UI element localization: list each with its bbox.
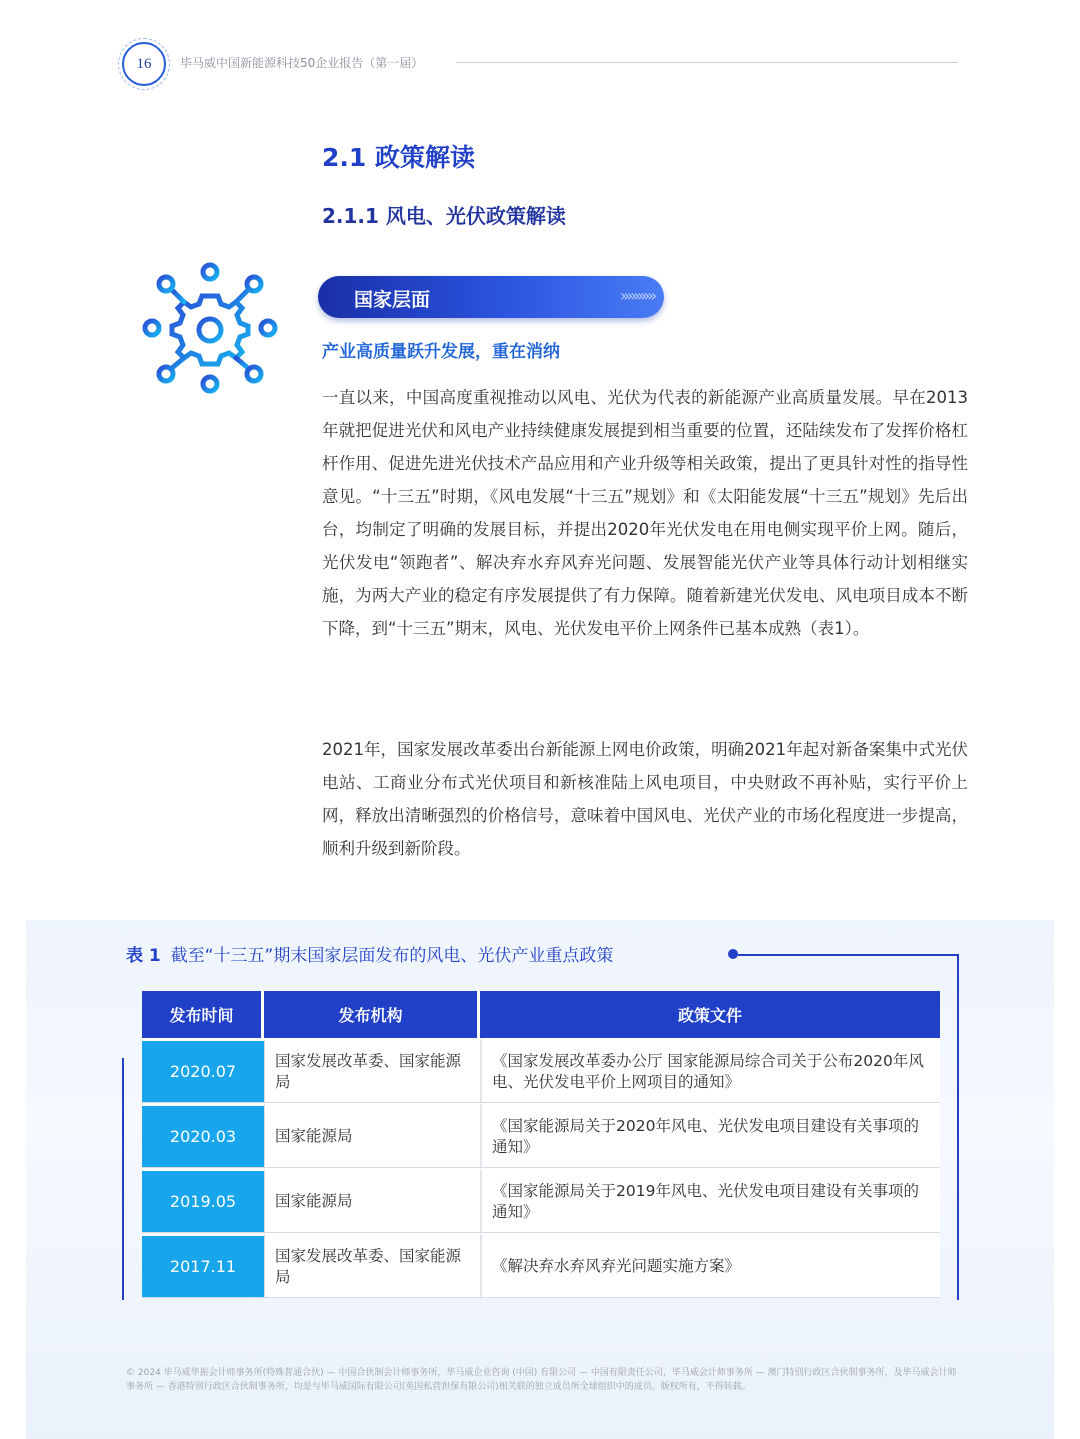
column-header: 发布机构 [264,991,480,1038]
copyright-footer: © 2024 毕马威华振会计师事务所(特殊普通合伙) — 中国合伙制会计师事务所，毕马威企业咨询 (中国) 有限公司 — 中国有限责任公司，毕马威会计师事务所 — 澳门特别行政区合伙制事务所，及毕马威会计师事务所 — 香港特别行政区合伙制事务所，均是与毕马威国际有限公司(英国私营担保有限公司)相关联的独立成员所全球组织中的成员。版权所有，不得转载。 [126,1368,957,1392]
cell-document: 《国家发展改革委办公厅 国家能源局综合司关于公布2020年风电、光伏发电平价上网项目的通知》 [480,1038,940,1102]
chevrons-right-icon: »»»»» [620,286,654,305]
table-right-rule [957,954,959,1300]
highlight-heading: 产业高质量跃升发展，重在消纳 [322,342,560,362]
table-row [142,1103,940,1168]
national-level-banner [318,276,664,318]
cell-document: 《国家能源局关于2019年风电、光伏发电项目建设有关事项的通知》 [480,1168,940,1232]
body-paragraph: 一直以来，中国高度重视推动以风电、光伏为代表的新能源产业高质量发展。早在2013年就把促进光伏和风电产业持续健康发展提到相当重要的位置，还陆续发布了发挥价格杠杆作用、促进先进光伏技术产品应用和产业升级等相关政策，提出了更具针对性的指导性意见。“十三五”时期，《风电发展“十三五”规划》和《太阳能发展“十三五”规划》先后出台，均制定了明确的发展目标，并提出2020年光伏发电在用电侧实现平价上网。随后，光伏发电“领跑者”、解决弃水弃风弃光问题、发展智能光伏产业等具体行动计划相继实施，为两大产业的稳定有序发展提供了有力保障。随着新建光伏发电、风电项目成本不断下降，到“十三五”期末，风电、光伏发电平价上网条件已基本成熟（表1）。 [322,388,968,638]
cell-agency: 国家能源局 [264,1103,480,1167]
section-title: 2.1 政策解读 [322,143,475,172]
cell-date: 2020.03 [142,1103,264,1167]
cell-document: 《国家能源局关于2020年风电、光伏发电项目建设有关事项的通知》 [480,1103,940,1167]
banner-label: 国家层面 [354,289,431,311]
network-gear-icon [140,258,280,398]
table-row [142,1168,940,1233]
cell-agency: 国家发展改革委、国家能源局 [264,1038,480,1102]
body-paragraph: 2021年，国家发展改革委出台新能源上网电价政策，明确2021年起对新备案集中式光伏电站、工商业分布式光伏项目和新核准陆上风电项目，中央财政不再补贴，实行平价上网，释放出清晰强烈的价格信号，意味着中国风电、光伏产业的市场化程度进一步提高，顺利升级到新阶段。 [322,740,968,858]
cell-date: 2019.05 [142,1168,264,1232]
cell-agency: 国家发展改革委、国家能源局 [264,1233,480,1297]
table-caption [126,941,613,966]
column-header: 政策文件 [480,991,940,1038]
header-divider [456,62,958,63]
subsection-title: 2.1.1 风电、光伏政策解读 [322,204,566,228]
table-left-rule [122,1058,124,1300]
report-title: 毕马威中国新能源科技50企业报告（第一届） [180,56,424,70]
cell-date: 2020.07 [142,1038,264,1102]
table-row [142,1038,940,1103]
cell-date: 2017.11 [142,1233,264,1297]
table-header-row [142,991,940,1038]
column-header: 发布时间 [142,991,264,1038]
page-header [118,38,960,88]
cell-document: 《解决弃水弃风弃光问题实施方案》 [480,1233,940,1297]
caption-dot [728,949,738,959]
caption-line [738,954,958,956]
policy-table [142,991,940,1298]
table-row [142,1233,940,1298]
page-number: 16 [122,42,166,86]
table-caption-text: 截至“十三五”期末国家层面发布的风电、光伏产业重点政策 [170,946,614,966]
cell-agency: 国家能源局 [264,1168,480,1232]
table-caption-label: 表 1 [126,946,161,966]
